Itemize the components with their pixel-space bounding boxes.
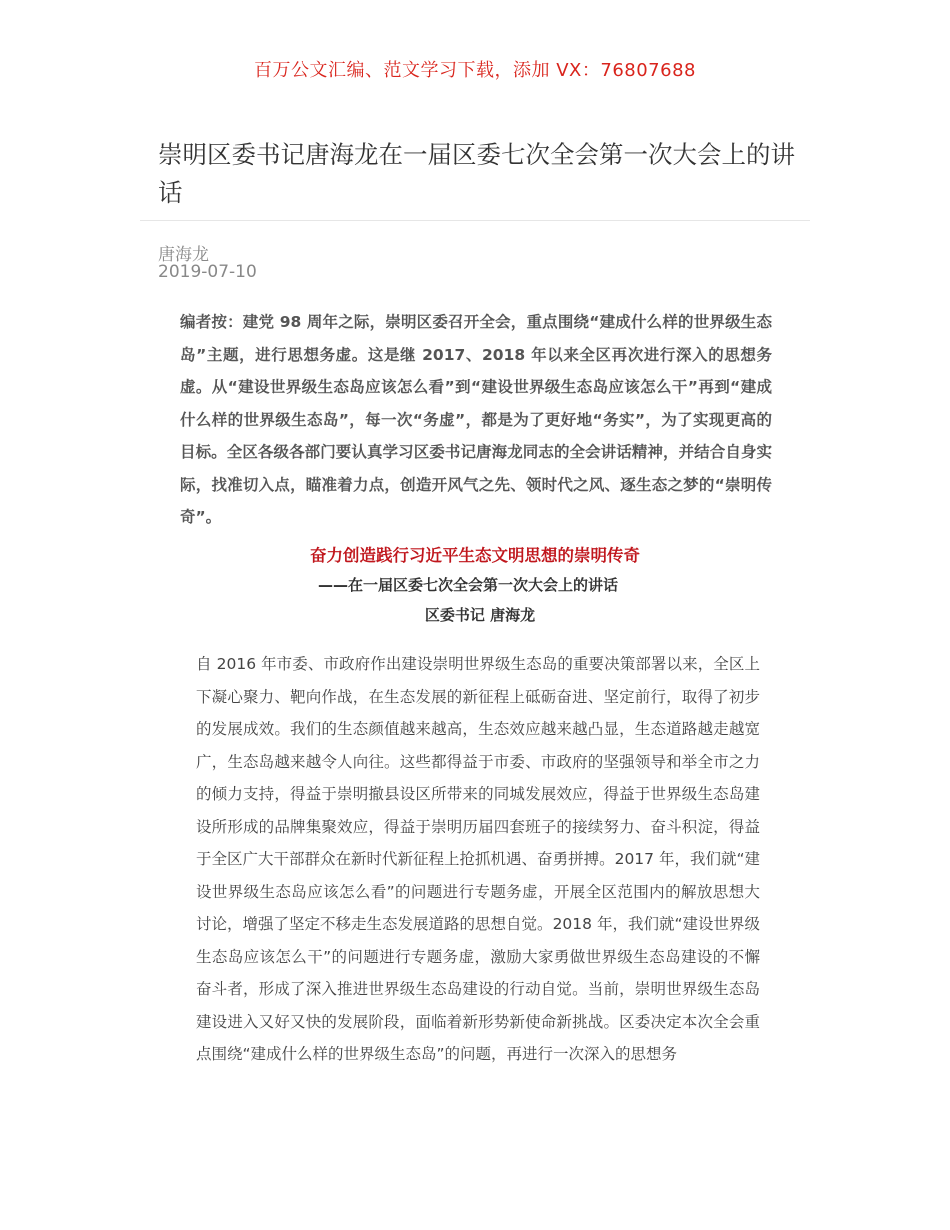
speech-speaker: 区委书记 唐海龙 xyxy=(424,606,536,624)
speech-subtitle: ——在一届区委七次全会第一次大会上的讲话 xyxy=(317,576,618,594)
speech-title: 奋力创造践行习近平生态文明思想的崇明传奇 xyxy=(310,546,640,565)
article-title: 崇明区委书记唐海龙在一届区委七次全会第一次大会上的讲话 xyxy=(158,140,795,207)
title-divider xyxy=(140,220,810,221)
article-date: 2019-07-10 xyxy=(158,262,257,282)
article-author: 唐海龙 xyxy=(158,245,209,265)
header-banner: 百万公文汇编、范文学习下载，添加 VX：76807688 xyxy=(254,60,696,81)
article-body: 自 2016 年市委、市政府作出建设崇明世界级生态岛的重要决策部署以来，全区上下凝心聚力、靶向作战，在生态发展的新征程上砥砺奋进、坚定前行，取得了初步的发展成效。我们的生态颜值越来越高，生态效应越来越凸显，生态道路越走越宽广，生态岛越来越令人向往。这些都得益于市委、市政府的坚强领导和举全市之力的倾力支持，得益于崇明撤县设区所带来的同城发展效应，得益于世界级生态岛建设所形成的品牌集聚效应，得益于崇明历届四套班子的接续努力、奋斗积淀，得益于全区广大干部群众在新时代新征程上抢抓机遇、奋勇拼搏。2017 年，我们就“建设世界级生态岛应该怎么看”的问题进行专题务虚，开展全区范围内的解放思想大讨论，增强了坚定不移走生态发展道路的思想自觉。2018 年，我们就“建设世界级生态岛应该怎么干”的问题进行专题务虚，激励大家勇做世界级生态岛建设的不懈奋斗者，形成了深入推进世界级生态岛建设的行动自觉。当前，崇明世界级生态岛建设进入又好又快的发展阶段，面临着新形势新使命新挑战。区委决定本次全会重点围绕“建成什么样的世界级生态岛”的问题，再进行一次深入的思想务 xyxy=(196,655,760,1063)
editor-note: 编者按：建党 98 周年之际，崇明区委召开全会，重点围绕“建成什么样的世界级生态岛”主题，进行思想务虚。这是继 2017、2018 年以来全区再次进行深入的思想务虚。从“建设世界级生态岛应该怎么看”到“建设世界级生态岛应该怎么干”再到“建成什么样的世界级生态岛”，每一次“务虚”，都是为了更好地“务实”，为了实现更高的目标。全区各级各部门要认真学习区委书记唐海龙同志的全会讲话精神，并结合自身实际，找准切入点，瞄准着力点，创造开风气之先、领时代之风、逐生态之梦的“崇明传奇”。 xyxy=(180,313,772,526)
